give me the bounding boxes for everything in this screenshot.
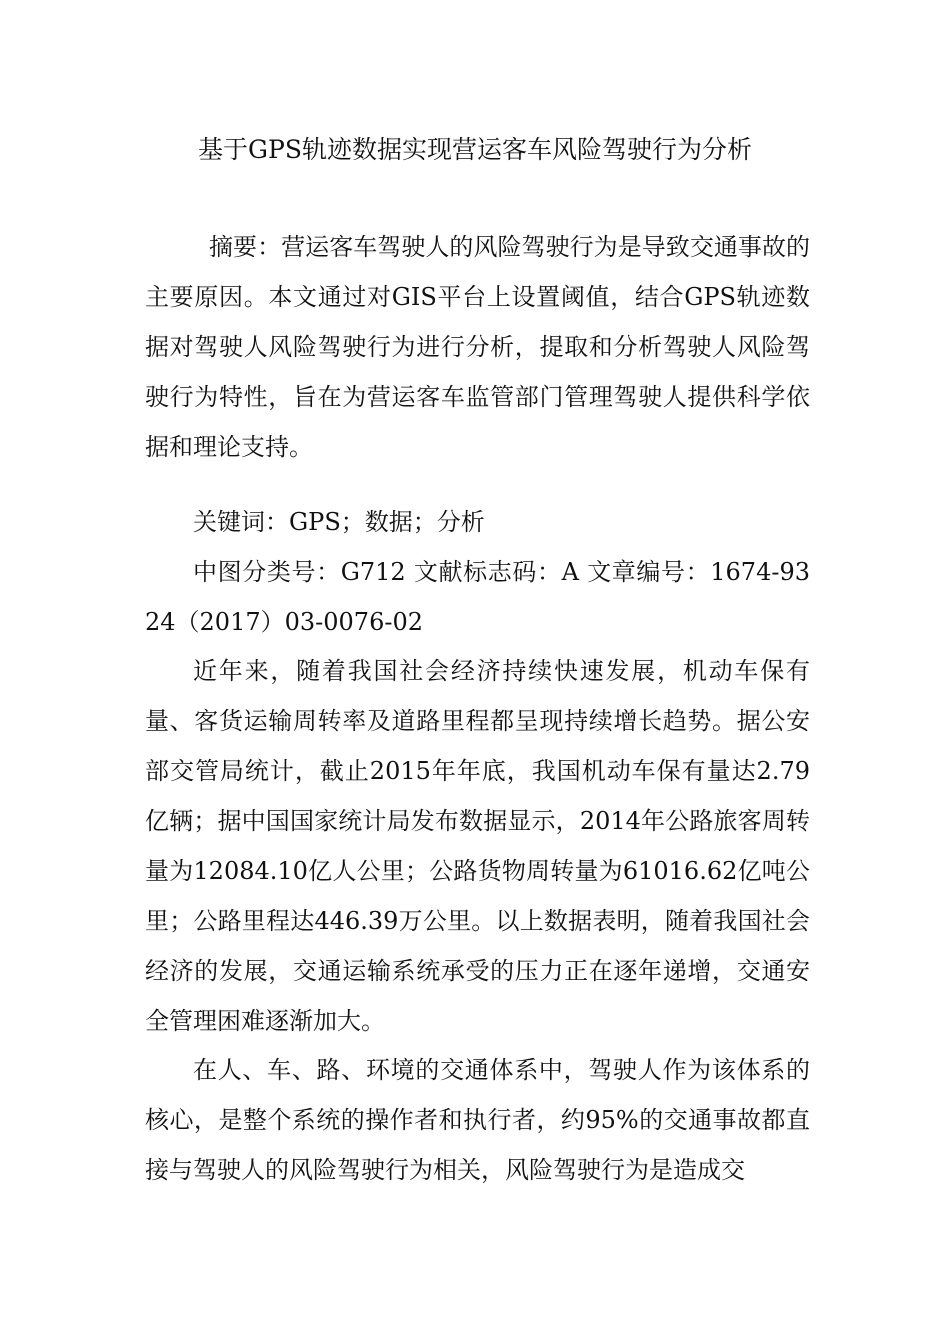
classification-line: 中图分类号：G712 文献标志码：A 文章编号：1674-9324（2017）03-0076-02 <box>145 558 810 636</box>
abstract-paragraph: 摘要：营运客车驾驶人的风险驾驶行为是导致交通事故的主要原因。本文通过对GIS平台上设置阈值，结合GPS轨迹数据对驾驶人风险驾驶行为进行分析，提取和分析驾驶人风险驾驶行为特性，旨在为营运客车监管部门管理驾驶人提供科学依据和理论支持。 <box>145 233 810 461</box>
keywords-line: 关键词：GPS；数据；分析 <box>193 508 485 536</box>
body-paragraph-1: 近年来，随着我国社会经济持续快速发展，机动车保有量、客货运输周转率及道路里程都呈现持续增长趋势。据公安部交管局统计，截止2015年年底，我国机动车保有量达2.79亿辆；据中国国家统计局发布数据显示，2014年公路旅客周转量为12084.10亿人公里；公路货物周转量为61016.62亿吨公里；公路里程达446.39万公里。以上数据表明，随着我国社会经济的发展，交通运输系统承受的压力正在逐年递增，交通安全管理困难逐渐加大。 <box>145 657 810 1035</box>
document-title: 基于GPS轨迹数据实现营运客车风险驾驶行为分析 <box>198 135 752 164</box>
body-paragraph-2: 在人、车、路、环境的交通体系中，驾驶人作为该体系的核心，是整个系统的操作者和执行者，约95%的交通事故都直接与驾驶人的风险驾驶行为相关，风险驾驶行为是造成交 <box>145 1056 810 1184</box>
